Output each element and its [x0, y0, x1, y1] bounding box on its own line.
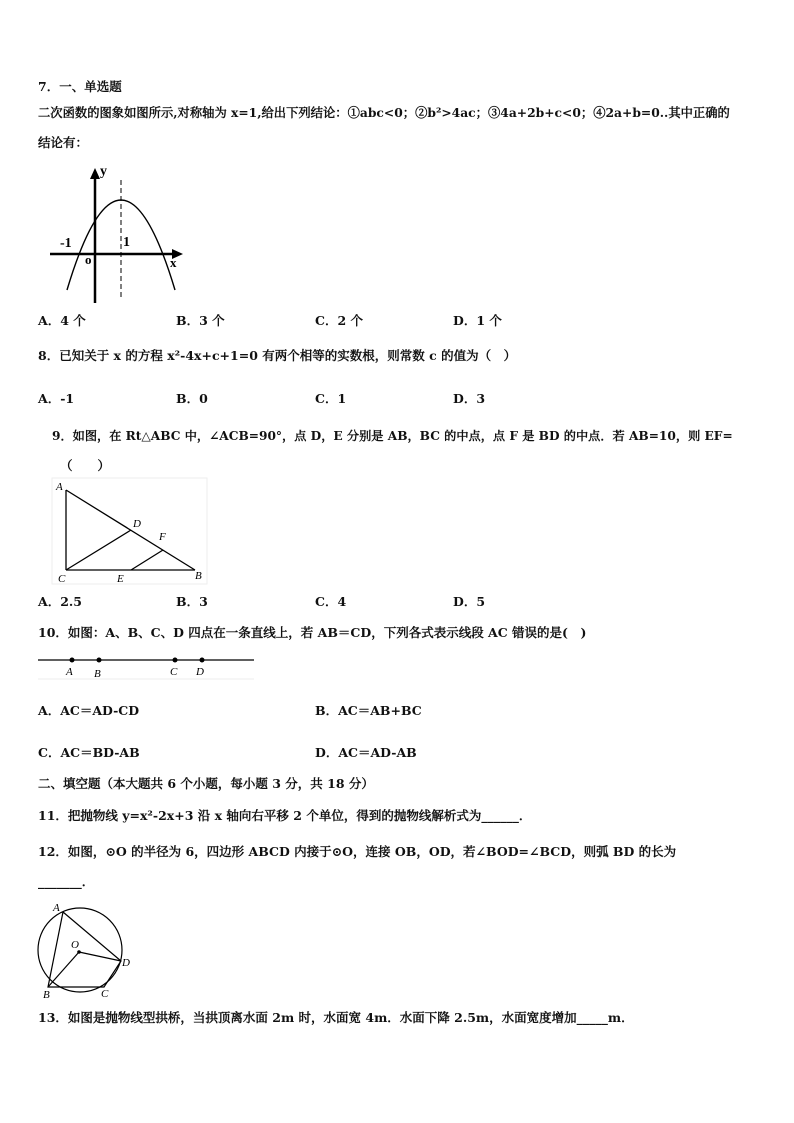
q7-header: 7．一、单选题: [38, 79, 122, 94]
q7-option-d[interactable]: D．1 个: [453, 313, 502, 328]
q10-option-b[interactable]: B．AC＝AB+BC: [315, 703, 422, 718]
q10-label-d: D: [196, 666, 204, 678]
q7-y-label: y: [100, 164, 107, 179]
q9-label-d: D: [133, 518, 141, 530]
q8-option-c[interactable]: C．1: [315, 391, 347, 406]
q10-label-c: C: [170, 666, 178, 678]
q10-stem: 10．如图：A、B、C、D 四点在一条直线上，若 AB＝CD，下列各式表示线段 AC 错误的是( ): [38, 625, 587, 640]
q7-parabola-graph: [45, 160, 190, 310]
q12-label-b: B: [43, 989, 50, 1001]
q7-origin-label: o: [85, 252, 92, 267]
q7-x-label: x: [170, 255, 177, 270]
q12-circle-figure: [35, 900, 135, 1000]
q12-label-c: C: [101, 988, 109, 1000]
q9-label-a: A: [56, 481, 63, 493]
q9-label-f: F: [159, 531, 166, 543]
q7-neg1-label: -1: [60, 236, 72, 251]
q10-option-d[interactable]: D．AC＝AD-AB: [315, 745, 417, 760]
q7-option-c[interactable]: C．2 个: [315, 313, 363, 328]
q10-option-a[interactable]: A．AC＝AD-CD: [38, 703, 140, 718]
q8-stem: 8．已知关于 x 的方程 x²-4x+c+1=0 有两个相等的实数根，则常数 c 的值为（ ）: [38, 348, 517, 363]
q12-label-d: D: [122, 957, 130, 969]
q11-stem: 11．把抛物线 y=x²-2x+3 沿 x 轴向右平移 2 个单位，得到的抛物线解析式为______．: [38, 808, 532, 823]
q10-line-figure: [38, 650, 258, 682]
q13-stem: 13．如图是抛物线型拱桥，当拱顶离水面 2m 时，水面宽 4m．水面下降 2.5m，水面宽度增加_____m．: [38, 1010, 634, 1025]
q9-option-c[interactable]: C．4: [315, 594, 347, 609]
q10-label-b: B: [94, 668, 101, 680]
q12-stem-line2: _______．: [38, 874, 95, 889]
q9-triangle-figure: [52, 478, 212, 588]
q9-option-a[interactable]: A．2.5: [38, 594, 82, 609]
q9-option-d[interactable]: D．5: [453, 594, 486, 609]
q8-option-d[interactable]: D．3: [453, 391, 486, 406]
q9-option-b[interactable]: B．3: [176, 594, 208, 609]
q8-option-a[interactable]: A．-1: [38, 391, 75, 406]
q10-option-c[interactable]: C．AC＝BD-AB: [38, 745, 140, 760]
q7-stem-line1: 二次函数的图象如图所示,对称轴为 x=1,给出下列结论：①abc<0；②b²>4ac；③4a+2b+c<0；④2a+b=0..其中正确的: [38, 105, 730, 120]
q7-option-a[interactable]: A．4 个: [38, 313, 86, 328]
q9-label-b: B: [195, 570, 202, 582]
q12-label-o: O: [71, 939, 79, 951]
q9-label-e: E: [117, 573, 124, 585]
q7-one-label: 1: [123, 235, 130, 250]
q10-label-a: A: [66, 666, 73, 678]
q9-stem-line1: 9．如图，在 Rt△ABC 中，∠ACB=90°，点 D，E 分别是 AB，BC 的中点，点 F 是 BD 的中点．若 AB=10，则 EF=: [52, 429, 733, 443]
section2-title: 二、填空题（本大题共 6 个小题，每小题 3 分，共 18 分）: [38, 776, 374, 791]
q9-label-c: C: [58, 573, 66, 585]
q7-stem-line2: 结论有：: [38, 135, 89, 150]
q8-option-b[interactable]: B．0: [176, 391, 208, 406]
q12-stem-line1: 12．如图，⊙O 的半径为 6，四边形 ABCD 内接于⊙O，连接 OB，OD，若∠BOD=∠BCD，则弧 BD 的长为: [38, 844, 677, 859]
q12-label-a: A: [53, 902, 60, 914]
q9-stem-line2: （ ）: [60, 458, 111, 473]
q7-option-b[interactable]: B．3 个: [176, 313, 225, 328]
